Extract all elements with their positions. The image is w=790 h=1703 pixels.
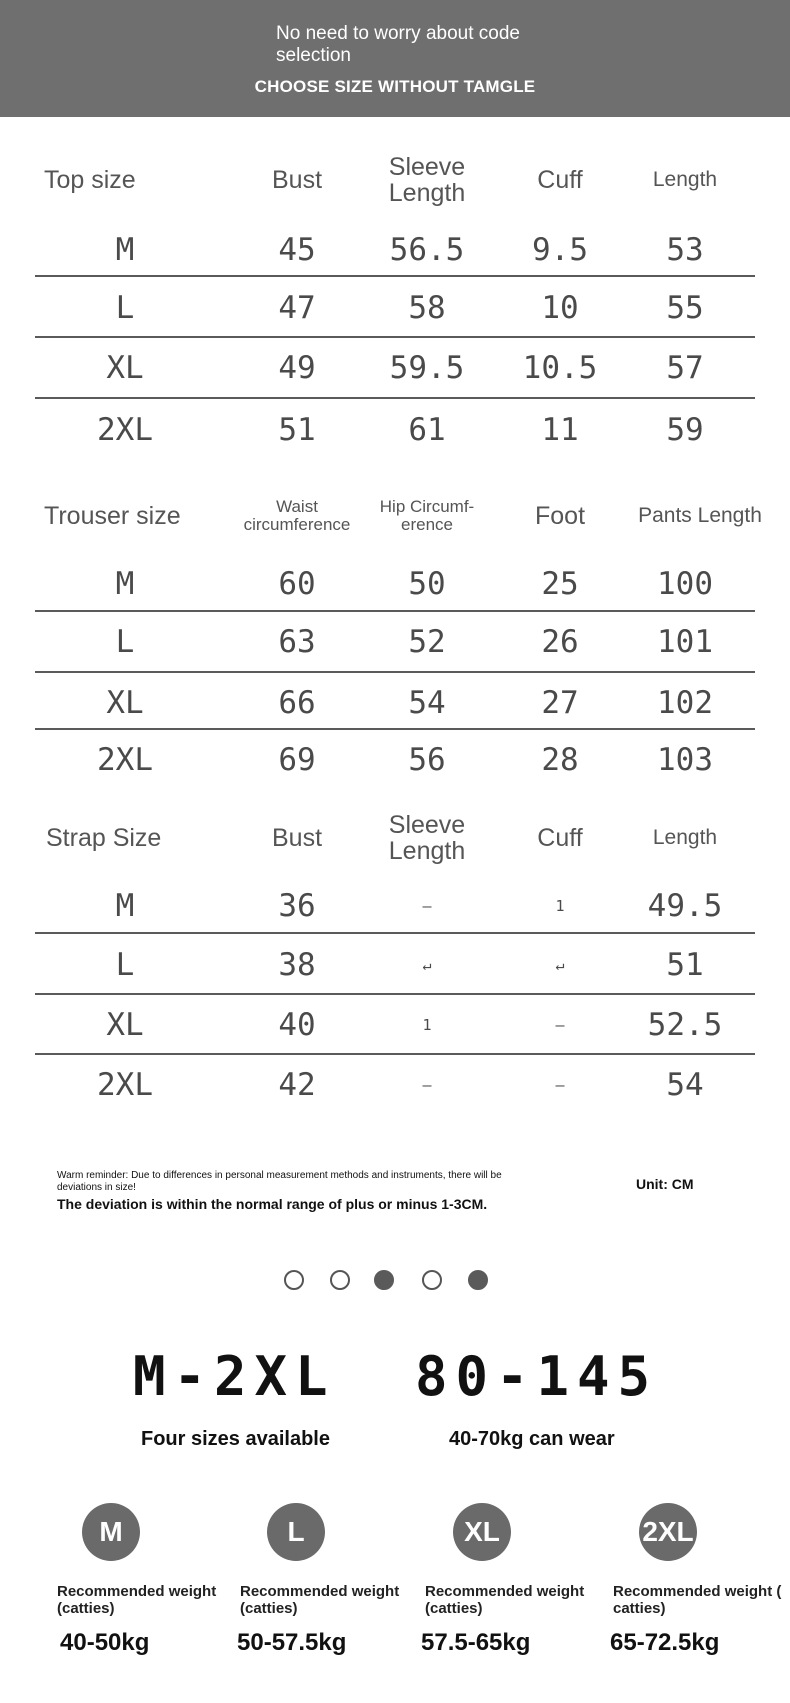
row-divider	[35, 397, 755, 399]
value-cell: 25	[541, 566, 579, 602]
value-cell: 66	[278, 685, 316, 721]
table-row	[0, 730, 790, 790]
header-foot: Foot	[534, 501, 586, 530]
carousel-dot-4[interactable]	[422, 1270, 442, 1290]
header-size: Trouser size	[44, 501, 181, 530]
recommend-weight: 65-72.5kg	[610, 1629, 720, 1656]
value-cell: 1	[422, 1016, 432, 1034]
size-cell: L	[115, 290, 135, 326]
value-cell: 49.5	[647, 888, 723, 924]
warm-reminder	[57, 1170, 527, 1213]
table-header	[0, 145, 790, 215]
reminder-text: Warm reminder: Due to differences in personal measurement methods and instruments, there will be deviations in size!	[57, 1170, 502, 1193]
table-row	[0, 554, 790, 614]
size-cell: XL	[106, 685, 144, 721]
size-cell: 2XL	[97, 1067, 153, 1103]
value-cell: 9.5	[532, 232, 588, 268]
value-cell: 51	[278, 412, 316, 448]
value-cell: 51	[666, 947, 704, 983]
recommend-weight: 50-57.5kg	[237, 1629, 347, 1656]
value-cell: 101	[657, 624, 713, 660]
table-row	[0, 612, 790, 672]
value-cell: 59.5	[389, 350, 465, 386]
value-cell: 40	[278, 1007, 316, 1043]
value-cell: 103	[657, 742, 713, 778]
value-cell: ↵	[422, 956, 432, 974]
value-cell: 45	[278, 232, 316, 268]
size-cell: XL	[106, 350, 144, 386]
banner-title: No need to worry about code selection	[276, 23, 520, 66]
value-cell: 42	[278, 1067, 316, 1103]
recommend-label: Recommended weight (catties)	[240, 1583, 400, 1617]
recommend-label: Recommended weight (catties)	[57, 1583, 217, 1617]
reminder-deviation: The deviation is within the normal range of plus or minus 1-3CM.	[57, 1196, 488, 1212]
value-cell: 59	[666, 412, 704, 448]
value-cell: 1	[555, 897, 565, 915]
value-cell: —	[555, 1076, 565, 1094]
carousel-dot-1[interactable]	[284, 1270, 304, 1290]
recommend-label: Recommended weight (catties)	[425, 1583, 585, 1617]
value-cell: 36	[278, 888, 316, 924]
value-cell: 10	[541, 290, 579, 326]
value-cell: 69	[278, 742, 316, 778]
header-waist: Waist circumference	[243, 497, 351, 534]
table-row	[0, 1055, 790, 1115]
header-banner	[0, 0, 790, 117]
size-cell: XL	[106, 1007, 144, 1043]
size-cell: M	[115, 232, 135, 268]
value-cell: 28	[541, 742, 579, 778]
header-sleeve-length: Sleeve Length	[388, 152, 466, 207]
value-cell: 27	[541, 685, 579, 721]
header-hip: Hip Circumf-erence	[379, 497, 475, 534]
unit-label: Unit: CM	[636, 1176, 694, 1192]
size-badge: M	[82, 1503, 140, 1561]
header-sleeve-length: Sleeve Length	[388, 810, 466, 865]
value-cell: 10.5	[522, 350, 598, 386]
size-cell: 2XL	[97, 742, 153, 778]
height-range: 80-145	[415, 1345, 659, 1408]
value-cell: 58	[408, 290, 446, 326]
value-cell: 54	[408, 685, 446, 721]
value-cell: 50	[408, 566, 446, 602]
table-row	[0, 338, 790, 398]
size-badge: XL	[453, 1503, 511, 1561]
header-size: Strap Size	[46, 823, 162, 852]
size-cell: 2XL	[97, 412, 153, 448]
value-cell: 38	[278, 947, 316, 983]
recommend-weight: 57.5-65kg	[421, 1629, 531, 1656]
table-row	[0, 220, 790, 280]
table-row	[0, 876, 790, 936]
header-cuff: Cuff	[537, 165, 583, 194]
value-cell: —	[422, 897, 432, 915]
value-cell: 49	[278, 350, 316, 386]
value-cell: ↵	[555, 956, 565, 974]
row-divider	[35, 932, 755, 934]
value-cell: 100	[657, 566, 713, 602]
carousel-dot-5[interactable]	[468, 1270, 488, 1290]
header-bust: Bust	[271, 165, 323, 194]
header-length: Length	[652, 167, 718, 191]
row-divider	[35, 275, 755, 277]
value-cell: 54	[666, 1067, 704, 1103]
recommend-label: Recommended weight ( catties)	[613, 1583, 782, 1617]
table-row	[0, 278, 790, 338]
value-cell: —	[422, 1076, 432, 1094]
carousel-dot-2[interactable]	[330, 1270, 350, 1290]
table-row	[0, 995, 790, 1055]
sizes-caption: Four sizes available	[141, 1428, 330, 1450]
value-cell: 57	[666, 350, 704, 386]
header-length: Length	[652, 825, 718, 849]
weight-caption: 40-70kg can wear	[449, 1428, 615, 1450]
header-cuff: Cuff	[537, 823, 583, 852]
size-cell: L	[115, 624, 135, 660]
value-cell: 47	[278, 290, 316, 326]
table-row	[0, 400, 790, 460]
size-cell: L	[115, 947, 135, 983]
value-cell: 55	[666, 290, 704, 326]
value-cell: —	[555, 1016, 565, 1034]
header-bust: Bust	[271, 823, 323, 852]
value-cell: 26	[541, 624, 579, 660]
header-pants-length: Pants Length	[638, 503, 762, 527]
size-cell: M	[115, 566, 135, 602]
sizes-range: M-2XL	[133, 1345, 336, 1408]
carousel-dot-3[interactable]	[374, 1270, 394, 1290]
value-cell: 52	[408, 624, 446, 660]
recommend-weight: 40-50kg	[60, 1629, 150, 1656]
value-cell: 102	[657, 685, 713, 721]
banner-subtitle: CHOOSE SIZE WITHOUT TAMGLE	[254, 77, 536, 96]
value-cell: 63	[278, 624, 316, 660]
size-badge: 2XL	[639, 1503, 697, 1561]
value-cell: 56	[408, 742, 446, 778]
value-cell: 56.5	[389, 232, 465, 268]
value-cell: 53	[666, 232, 704, 268]
table-row	[0, 673, 790, 733]
value-cell: 52.5	[647, 1007, 723, 1043]
value-cell: 60	[278, 566, 316, 602]
size-cell: M	[115, 888, 135, 924]
value-cell: 11	[541, 412, 579, 448]
value-cell: 61	[408, 412, 446, 448]
table-header	[0, 803, 790, 873]
table-header	[0, 481, 790, 551]
table-row	[0, 935, 790, 995]
header-size: Top size	[44, 165, 136, 194]
size-badge: L	[267, 1503, 325, 1561]
